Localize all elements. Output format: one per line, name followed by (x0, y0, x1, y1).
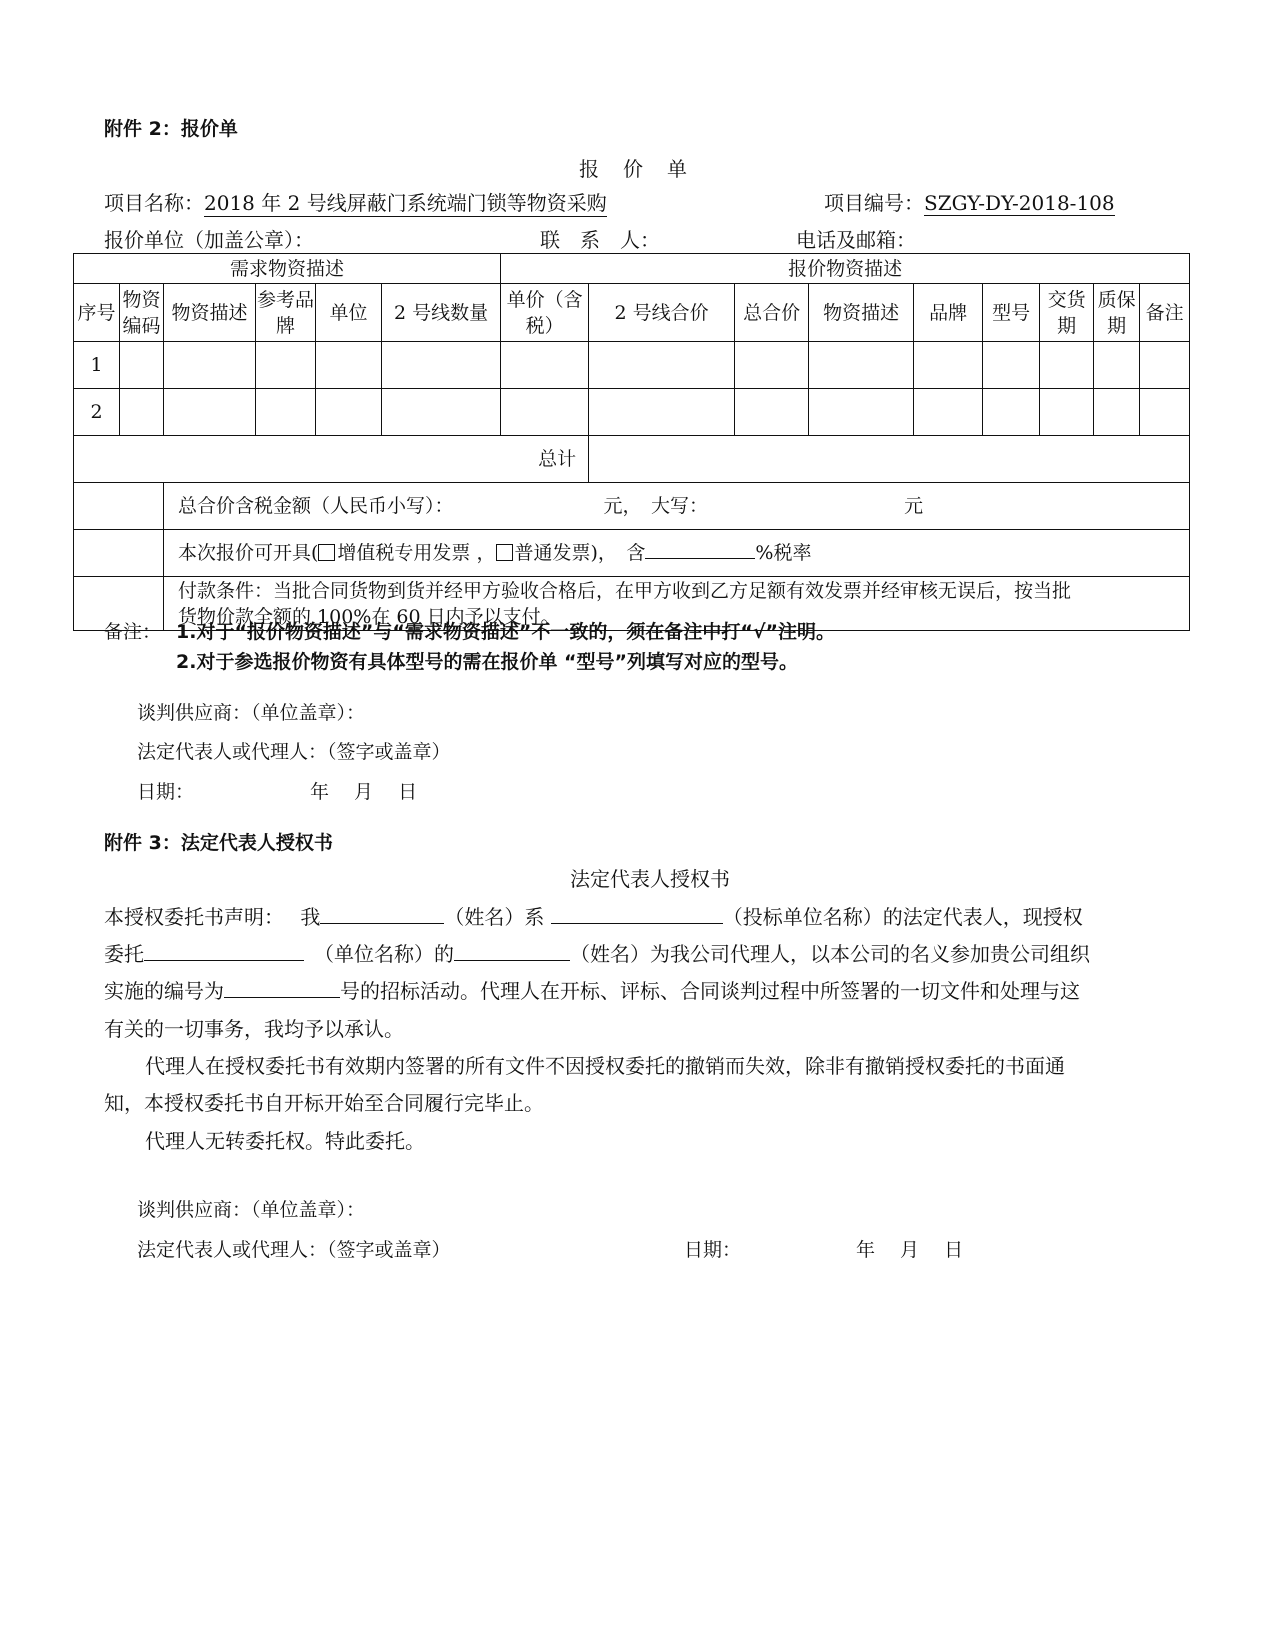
invoice-row (74, 530, 1190, 577)
legal-rep-label: 法定代表人或代理人：（签字或盖章） (137, 741, 451, 763)
col-header-material-desc: 物资描述 (164, 284, 256, 342)
row-index: 1 (74, 342, 120, 389)
quote-unit-label: 报价单位（加盖公章）： (104, 228, 314, 252)
cell[interactable] (1094, 342, 1140, 389)
supplier-seal-label: 谈判供应商：（单位盖章）： (137, 702, 366, 724)
col-header-brand: 品牌 (914, 284, 983, 342)
cell[interactable] (120, 342, 164, 389)
auth-para-line-2 (104, 938, 1090, 967)
auth-para-line-3 (104, 975, 1080, 1004)
auth-text: 实施的编号为 (104, 979, 224, 1003)
cell[interactable] (316, 342, 382, 389)
note-1: 1.对于“报价物资描述”与“需求物资描述”不一致的，须在备注中打“√”注明。 (176, 621, 836, 643)
col-header-delivery: 交货期 (1040, 284, 1094, 342)
invoice-opt2-label: 普通发票)， 含 (514, 542, 646, 564)
col-header-quote-desc: 物资描述 (809, 284, 914, 342)
legal-rep-name-blank[interactable] (320, 905, 444, 924)
auth-text: 号的招标活动。代理人在开标、评标、合同谈判过程中所签署的一切文件和处理与这 (340, 979, 1080, 1003)
cell[interactable] (382, 342, 501, 389)
auth-para-line-5: 代理人在授权委托书有效期内签署的所有文件不因授权委托的撤销而失效，除非有撤销授权委托的书面通 (145, 1054, 1065, 1078)
auth-text: （姓名）为我公司代理人，以本公司的名义参加贵公司组织 (570, 942, 1090, 966)
table-row (74, 342, 1190, 389)
project-no-value: SZGY-DY-2018-108 (924, 191, 1115, 215)
cell[interactable] (735, 389, 809, 436)
invoice-cell (164, 530, 1190, 577)
quote-title: 报 价 单 (579, 157, 689, 181)
col-header-material-code: 物资编码 (120, 284, 164, 342)
col-header-warranty: 质保期 (1094, 284, 1140, 342)
vat-special-checkbox[interactable] (318, 544, 335, 561)
group-quote-header: 报价物资描述 (501, 254, 1190, 284)
auth-text: （单位名称）的 (324, 942, 454, 966)
project-name-row (104, 187, 607, 217)
auth-para-line-7: 代理人无转委托权。特此委托。 (145, 1129, 425, 1153)
cell[interactable] (589, 389, 735, 436)
agent-name-blank[interactable] (454, 942, 570, 961)
cell[interactable] (120, 389, 164, 436)
payment-line-2: 货物价款全额的 100%在 60 日内予以支付。 (178, 605, 560, 628)
col-header-model: 型号 (983, 284, 1040, 342)
attachment3-heading: 附件 3：法定代表人授权书 (104, 832, 333, 854)
table-header-row (74, 284, 1190, 342)
amount-label: 总合价含税金额（人民币小写）： (178, 495, 454, 517)
cell[interactable] (983, 342, 1040, 389)
col-header-index: 序号 (74, 284, 120, 342)
project-no-label: 项目编号： (824, 191, 924, 215)
project-name-label: 项目名称： (104, 191, 204, 215)
col-header-ref-brand: 参考品牌 (256, 284, 316, 342)
project-name-value: 2018 年 2 号线屏蔽门系统端门锁等物资采购 (204, 187, 607, 217)
table-group-header-row (74, 254, 1190, 284)
amount-cell (164, 483, 1190, 530)
agent-unit-blank[interactable] (144, 942, 304, 961)
auth-text: （投标单位名称）的法定代表人，现授权 (722, 905, 1083, 929)
attachment2-heading: 附件 2：报价单 (104, 118, 238, 140)
note-label: 备注： (104, 621, 162, 643)
invoice-prefix: 本次报价可开具( (178, 542, 319, 564)
total-row (74, 436, 1190, 483)
cell[interactable] (164, 342, 256, 389)
date-ymd: 年 月 日 (310, 781, 418, 803)
auth-date-label: 日期： (684, 1239, 742, 1261)
amount-blank-cell (74, 483, 164, 530)
invoice-blank-cell (74, 530, 164, 577)
cell[interactable] (809, 389, 914, 436)
date-label: 日期： (137, 781, 195, 803)
cell[interactable] (914, 342, 983, 389)
cell[interactable] (256, 389, 316, 436)
auth-supplier-seal-label: 谈判供应商：（单位盖章）： (137, 1199, 366, 1221)
cell[interactable] (1140, 389, 1190, 436)
tender-no-blank[interactable] (224, 979, 340, 998)
cell[interactable] (1094, 389, 1140, 436)
cell[interactable] (914, 389, 983, 436)
yuan-uppercase: 元 (904, 495, 924, 517)
invoice-sep: ， (476, 542, 496, 564)
cell[interactable] (164, 389, 256, 436)
auth-text: 委托 (104, 942, 144, 966)
payment-line-1: 付款条件：当批合同货物到货并经甲方验收合格后，在甲方收到乙方足额有效发票并经审核无误后，按当批 (178, 579, 1072, 602)
quote-table (73, 253, 1190, 631)
col-header-unit-price: 单价（含税） (501, 284, 589, 342)
cell[interactable] (316, 389, 382, 436)
auth-legal-rep-label: 法定代表人或代理人：（签字或盖章） (137, 1239, 451, 1261)
contact-label: 联 系 人： (540, 228, 660, 252)
invoice-opt1-label: 增值税专用发票 (337, 542, 471, 564)
invoice-suffix: %税率 (755, 542, 812, 564)
auth-para-line-1 (104, 901, 1083, 930)
col-header-total-price: 总合价 (735, 284, 809, 342)
col-header-remark: 备注 (1140, 284, 1190, 342)
auth-para-line-6: 知，本授权委托书自开标开始至合同履行完毕止。 (104, 1091, 544, 1115)
col-header-unit: 单位 (316, 284, 382, 342)
project-no-row (824, 187, 1115, 216)
auth-title: 法定代表人授权书 (570, 867, 730, 891)
cell[interactable] (735, 342, 809, 389)
total-label: 总计 (74, 436, 589, 483)
bidder-name-blank[interactable] (551, 905, 723, 924)
cell[interactable] (1140, 342, 1190, 389)
general-invoice-checkbox[interactable] (496, 544, 513, 561)
col-header-line2-subtotal: 2 号线合价 (589, 284, 735, 342)
cell[interactable] (589, 342, 735, 389)
auth-para-line-4: 有关的一切事务，我均予以承认。 (104, 1017, 404, 1041)
cell[interactable] (256, 342, 316, 389)
table-row (74, 389, 1190, 436)
amount-row (74, 483, 1190, 530)
cell[interactable] (983, 389, 1040, 436)
cell[interactable] (809, 342, 914, 389)
auth-text: 本授权委托书声明： 我 (104, 905, 321, 929)
row-index: 2 (74, 389, 120, 436)
yuan-lowercase: 元， (603, 495, 633, 517)
cell[interactable] (382, 389, 501, 436)
auth-date-ymd: 年 月 日 (856, 1239, 964, 1261)
daxie-label: 大写： (651, 495, 709, 517)
total-value-cell[interactable] (589, 436, 1190, 483)
group-demand-header: 需求物资描述 (74, 254, 501, 284)
cell[interactable] (1040, 342, 1094, 389)
cell[interactable] (501, 389, 589, 436)
cell[interactable] (501, 342, 589, 389)
phone-label: 电话及邮箱： (796, 228, 916, 252)
cell[interactable] (1040, 389, 1094, 436)
tax-rate-blank[interactable] (645, 540, 755, 559)
note-2: 2.对于参选报价物资有具体型号的需在报价单 “型号”列填写对应的型号。 (176, 651, 799, 673)
auth-text: （姓名）系 (444, 905, 545, 929)
col-header-line2-qty: 2 号线数量 (382, 284, 501, 342)
